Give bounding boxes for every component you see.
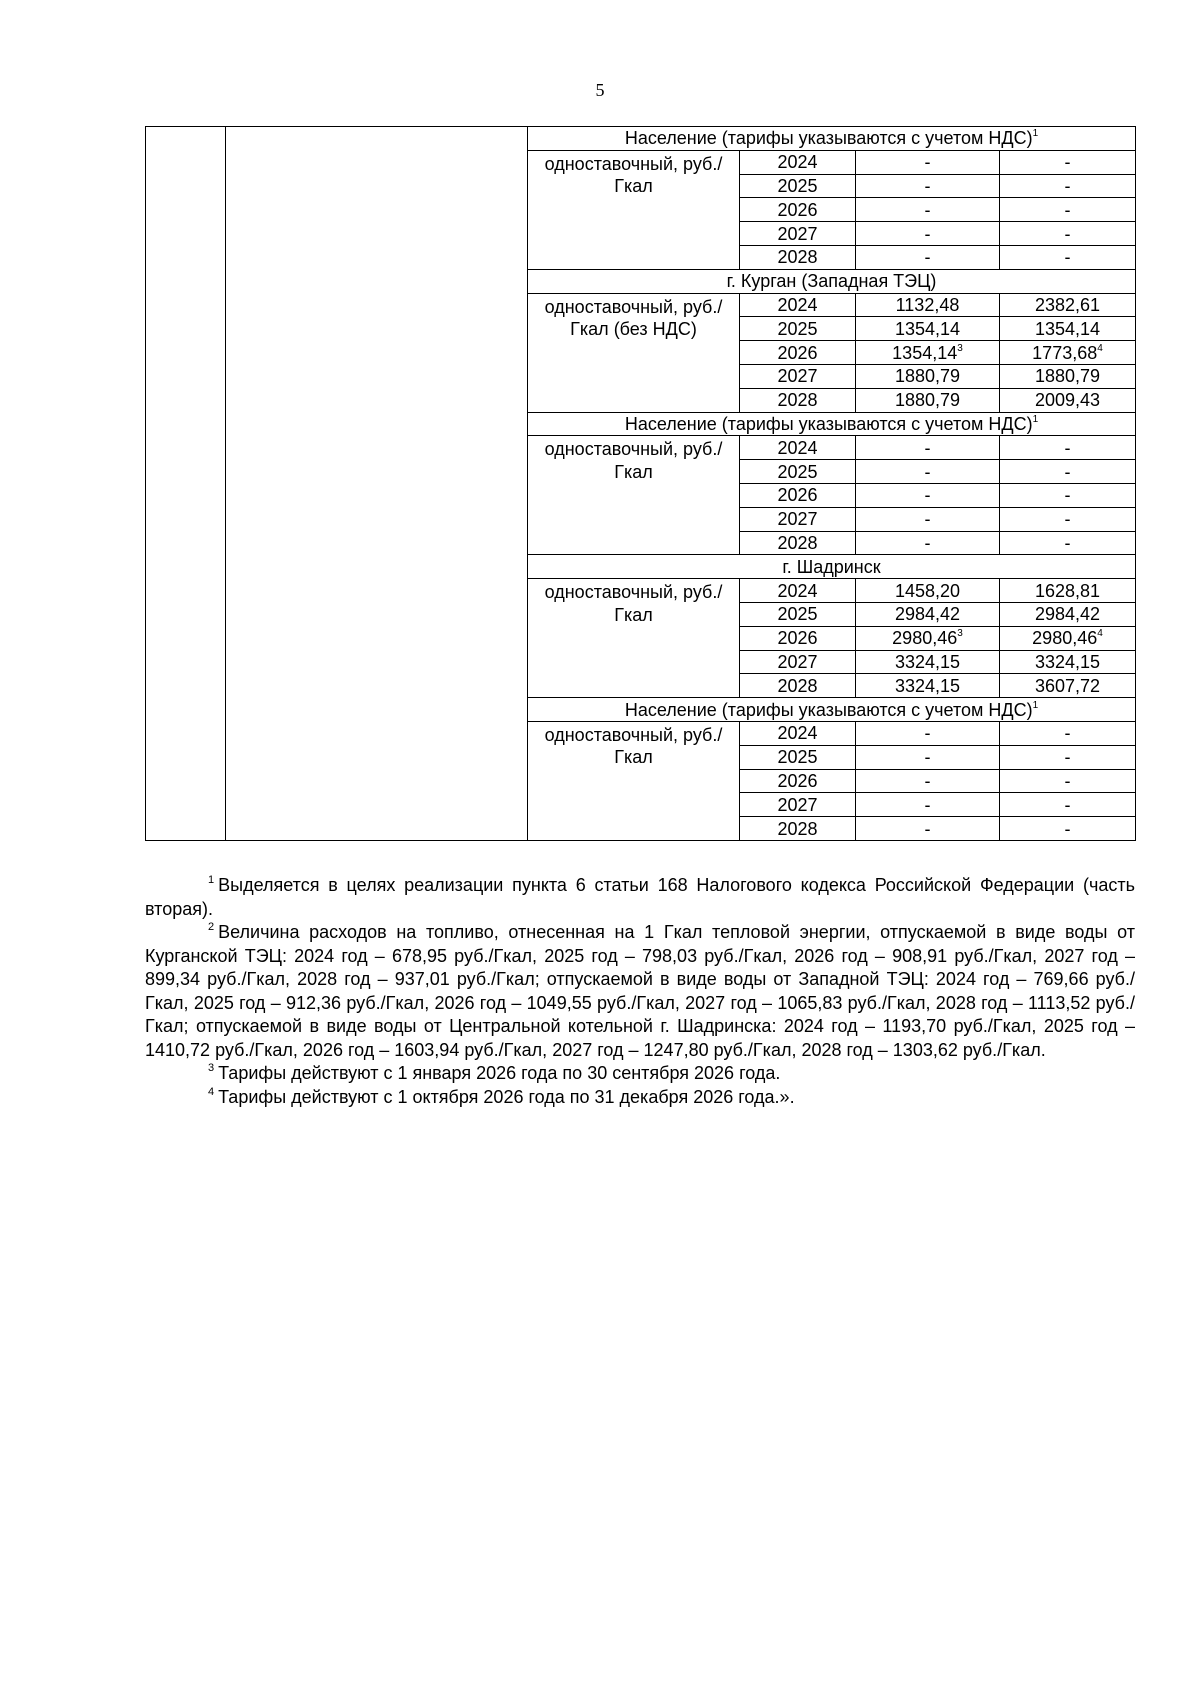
- year-cell: 2024: [740, 293, 856, 317]
- tariff-value-first-half: [856, 674, 1000, 698]
- footnote: [145, 1062, 1135, 1086]
- tariff-value-text: -: [1064, 770, 1071, 791]
- footnote-text: Величина расходов на топливо, отнесенная на 1 Гкал тепловой энергии, отпускаемой в виде воды от Курганской ТЭЦ: 2024 год – 678,95 руб./Гкал, 2025 год – 798,03 руб./Гкал, 2026 год – 908,91 руб./Гкал, 2027 год – 899,34 руб./Гкал, 2028 год – 937,01 руб./Гкал; отпускаемой в виде воды от Западной ТЭЦ: 2024 год – 769,66 руб./Гкал, 2025 год – 912,36 руб./Гкал, 2026 год – 1049,55 руб./Гкал, 2027 год – 1065,83 руб./Гкал, 2028 год – 1113,52 руб./Гкал; отпускаемой в виде воды от Центральной котельной г. Шадринска: 2024 год – 1193,70 руб./Гкал, 2025 год – 1410,72 руб./Гкал, 2026 год – 1603,94 руб./Гкал, 2027 год – 1247,80 руб./Гкал, 2028 год – 1303,62 руб./Гкал.: [145, 922, 1135, 1060]
- section-header: [528, 269, 1136, 293]
- tariff-value-first-half: [856, 388, 1000, 412]
- blank-column-1: [146, 127, 226, 841]
- page-number: 5: [595, 80, 605, 100]
- tariff-value-second-half: [1000, 650, 1136, 674]
- footnote-ref: 4: [1097, 342, 1103, 354]
- tariff-value-text: 1880,79: [894, 366, 961, 387]
- tariff-value-text: -: [1064, 509, 1071, 530]
- tariff-value-second-half: [1000, 817, 1136, 841]
- tariff-value-first-half: [856, 507, 1000, 531]
- tariff-value-text: -: [924, 247, 931, 268]
- year-cell: 2025: [740, 602, 856, 626]
- year-cell: 2024: [740, 436, 856, 460]
- tariff-value-first-half: [856, 222, 1000, 246]
- tariff-value-text: -: [924, 485, 931, 506]
- footnote-ref: 1: [1032, 413, 1039, 425]
- tariff-value-text: -: [924, 199, 931, 220]
- year-cell: 2028: [740, 817, 856, 841]
- tariff-unit-label: одноставочный, руб./Гкал: [528, 436, 740, 555]
- tariff-value-text: -: [1064, 175, 1071, 196]
- year-cell: 2027: [740, 507, 856, 531]
- tariff-value-second-half: [1000, 174, 1136, 198]
- section-header: [528, 555, 1136, 579]
- tariff-value-first-half: [856, 745, 1000, 769]
- tariff-value-second-half: [1000, 793, 1136, 817]
- section-header-text: г. Курган (Западная ТЭЦ): [726, 271, 937, 292]
- tariff-value-text: 1773,68: [1032, 342, 1098, 363]
- tariff-value-text: -: [1064, 223, 1071, 244]
- tariff-value-text: -: [1064, 247, 1071, 268]
- tariff-value-text: -: [1064, 532, 1071, 553]
- footnote-ref: 1: [1032, 128, 1039, 140]
- tariff-value-text: 1354,14: [894, 318, 961, 339]
- tariff-value-text: 1458,20: [894, 580, 961, 601]
- tariff-value-text: 2980,46: [1032, 628, 1098, 649]
- tariff-value-second-half: [1000, 674, 1136, 698]
- tariff-value-second-half: [1000, 198, 1136, 222]
- tariff-value-text: 3324,15: [1034, 651, 1101, 672]
- footnote-text: Тарифы действуют с 1 января 2026 года по 30 сентября 2026 года.: [218, 1063, 781, 1083]
- year-cell: 2025: [740, 317, 856, 341]
- tariff-value-first-half: [856, 341, 1000, 365]
- year-cell: 2026: [740, 769, 856, 793]
- tariff-value-first-half: [856, 817, 1000, 841]
- tariff-value-second-half: [1000, 364, 1136, 388]
- tariff-value-first-half: [856, 293, 1000, 317]
- tariff-value-second-half: [1000, 769, 1136, 793]
- tariff-value-text: -: [1064, 461, 1071, 482]
- tariff-value-first-half: [856, 198, 1000, 222]
- section-header: [528, 127, 1136, 151]
- footnote-text: Тарифы действуют с 1 октября 2026 года по 31 декабря 2026 года.».: [218, 1086, 795, 1107]
- tariff-value-text: 2980,46: [892, 628, 958, 649]
- footnote-ref: 4: [1097, 628, 1103, 640]
- tariff-value-text: 2382,61: [1034, 294, 1101, 315]
- year-cell: 2027: [740, 364, 856, 388]
- tariff-value-second-half: [1000, 483, 1136, 507]
- year-cell: 2026: [740, 626, 856, 650]
- year-cell: 2025: [740, 174, 856, 198]
- tariff-value-second-half: [1000, 507, 1136, 531]
- tariff-value-first-half: [856, 364, 1000, 388]
- tariff-unit-label: одноставочный, руб./Гкал: [528, 150, 740, 269]
- tariff-value-text: 2984,42: [1034, 604, 1101, 625]
- blank-column-2: [226, 127, 528, 841]
- section-header: [528, 698, 1136, 722]
- year-cell: 2027: [740, 650, 856, 674]
- section-header-text: г. Шадринск: [782, 556, 881, 577]
- tariff-value-first-half: [856, 769, 1000, 793]
- tariff-value-text: -: [924, 175, 931, 196]
- tariff-value-first-half: [856, 531, 1000, 555]
- footnote: [145, 921, 1135, 1062]
- year-cell: 2026: [740, 483, 856, 507]
- tariff-unit-label: одноставочный, руб./Гкал: [528, 721, 740, 840]
- tariff-value-text: 1354,14: [1034, 318, 1101, 339]
- tariff-value-text: -: [1064, 485, 1071, 506]
- tariff-value-text: 1880,79: [1034, 366, 1101, 387]
- tariff-value-text: -: [924, 509, 931, 530]
- section-header-row: [146, 127, 1136, 151]
- tariff-value-text: -: [1064, 199, 1071, 220]
- footnote-ref: 1: [1032, 699, 1039, 711]
- tariff-value-second-half: [1000, 745, 1136, 769]
- tariff-value-text: -: [924, 461, 931, 482]
- tariff-value-text: -: [1064, 794, 1071, 815]
- year-cell: 2028: [740, 388, 856, 412]
- tariff-value-second-half: [1000, 150, 1136, 174]
- tariff-value-first-half: [856, 483, 1000, 507]
- tariff-value-text: -: [1064, 747, 1071, 768]
- footnote-mark: 3: [208, 1062, 215, 1074]
- tariff-value-text: -: [924, 794, 931, 815]
- tariff-value-text: -: [924, 152, 931, 173]
- tariff-value-second-half: [1000, 317, 1136, 341]
- section-header-text: Население (тарифы указываются с учетом НДС): [624, 413, 1033, 434]
- year-cell: 2026: [740, 341, 856, 365]
- tariff-value-first-half: [856, 650, 1000, 674]
- tariff-value-text: -: [924, 223, 931, 244]
- tariff-value-second-half: [1000, 721, 1136, 745]
- tariff-value-text: 1354,14: [892, 342, 958, 363]
- tariff-value-first-half: [856, 317, 1000, 341]
- tariff-value-text: -: [924, 532, 931, 553]
- year-cell: 2028: [740, 674, 856, 698]
- tariff-value-first-half: [856, 626, 1000, 650]
- tariff-value-text: -: [1064, 818, 1071, 839]
- year-cell: 2027: [740, 793, 856, 817]
- footnotes: [145, 874, 1135, 1109]
- tariff-value-text: -: [924, 723, 931, 744]
- tariff-value-second-half: [1000, 460, 1136, 484]
- tariff-value-second-half: [1000, 626, 1136, 650]
- tariff-value-second-half: [1000, 436, 1136, 460]
- tariff-value-text: -: [924, 437, 931, 458]
- year-cell: 2026: [740, 198, 856, 222]
- tariff-value-text: -: [1064, 437, 1071, 458]
- footnote: [145, 874, 1135, 921]
- tariff-value-second-half: [1000, 531, 1136, 555]
- tariff-value-text: 1628,81: [1034, 580, 1101, 601]
- tariff-value-text: 3324,15: [894, 675, 961, 696]
- tariff-value-text: -: [924, 747, 931, 768]
- footnote-text: Выделяется в целях реализации пункта 6 статьи 168 Налогового кодекса Российской Федерации (часть вторая).: [145, 875, 1135, 919]
- tariff-value-first-half: [856, 150, 1000, 174]
- footnote: [145, 1086, 1135, 1110]
- year-cell: 2024: [740, 150, 856, 174]
- tariff-value-text: 1880,79: [894, 390, 961, 411]
- year-cell: 2025: [740, 745, 856, 769]
- tariff-value-second-half: [1000, 388, 1136, 412]
- tariff-value-text: -: [1064, 723, 1071, 744]
- footnote-mark: 4: [208, 1085, 215, 1098]
- footnote-ref: 3: [957, 342, 963, 354]
- tariff-value-first-half: [856, 602, 1000, 626]
- footnote-mark: 1: [208, 874, 215, 886]
- tariff-value-text: -: [924, 818, 931, 839]
- tariff-value-text: 3607,72: [1034, 675, 1101, 696]
- tariff-value-text: -: [1064, 152, 1071, 173]
- tariff-value-text: 2009,43: [1034, 390, 1101, 411]
- tariff-value-second-half: [1000, 341, 1136, 365]
- section-header-text: Население (тарифы указываются с учетом НДС): [624, 128, 1033, 149]
- tariff-value-second-half: [1000, 293, 1136, 317]
- year-cell: 2024: [740, 579, 856, 603]
- tariff-value-text: 2984,42: [894, 604, 961, 625]
- tariff-value-first-half: [856, 793, 1000, 817]
- year-cell: 2028: [740, 245, 856, 269]
- section-header: [528, 412, 1136, 436]
- section-header-text: Население (тарифы указываются с учетом НДС): [624, 699, 1033, 720]
- tariff-value-first-half: [856, 460, 1000, 484]
- tariff-value-second-half: [1000, 222, 1136, 246]
- year-cell: 2024: [740, 721, 856, 745]
- tariff-value-second-half: [1000, 245, 1136, 269]
- tariff-value-text: 3324,15: [894, 651, 961, 672]
- tariff-value-text: -: [924, 770, 931, 791]
- tariff-value-text: 1132,48: [895, 294, 960, 315]
- tariff-value-first-half: [856, 245, 1000, 269]
- tariff-value-first-half: [856, 174, 1000, 198]
- tariff-value-first-half: [856, 721, 1000, 745]
- year-cell: 2025: [740, 460, 856, 484]
- tariff-table: [145, 126, 1136, 841]
- tariff-value-second-half: [1000, 579, 1136, 603]
- tariff-value-first-half: [856, 579, 1000, 603]
- tariff-unit-label: одноставочный, руб./Гкал: [528, 579, 740, 698]
- tariff-value-second-half: [1000, 602, 1136, 626]
- year-cell: 2028: [740, 531, 856, 555]
- tariff-unit-label: одноставочный, руб./Гкал (без НДС): [528, 293, 740, 412]
- footnote-mark: 2: [208, 921, 215, 933]
- footnote-ref: 3: [957, 628, 963, 640]
- year-cell: 2027: [740, 222, 856, 246]
- tariff-value-first-half: [856, 436, 1000, 460]
